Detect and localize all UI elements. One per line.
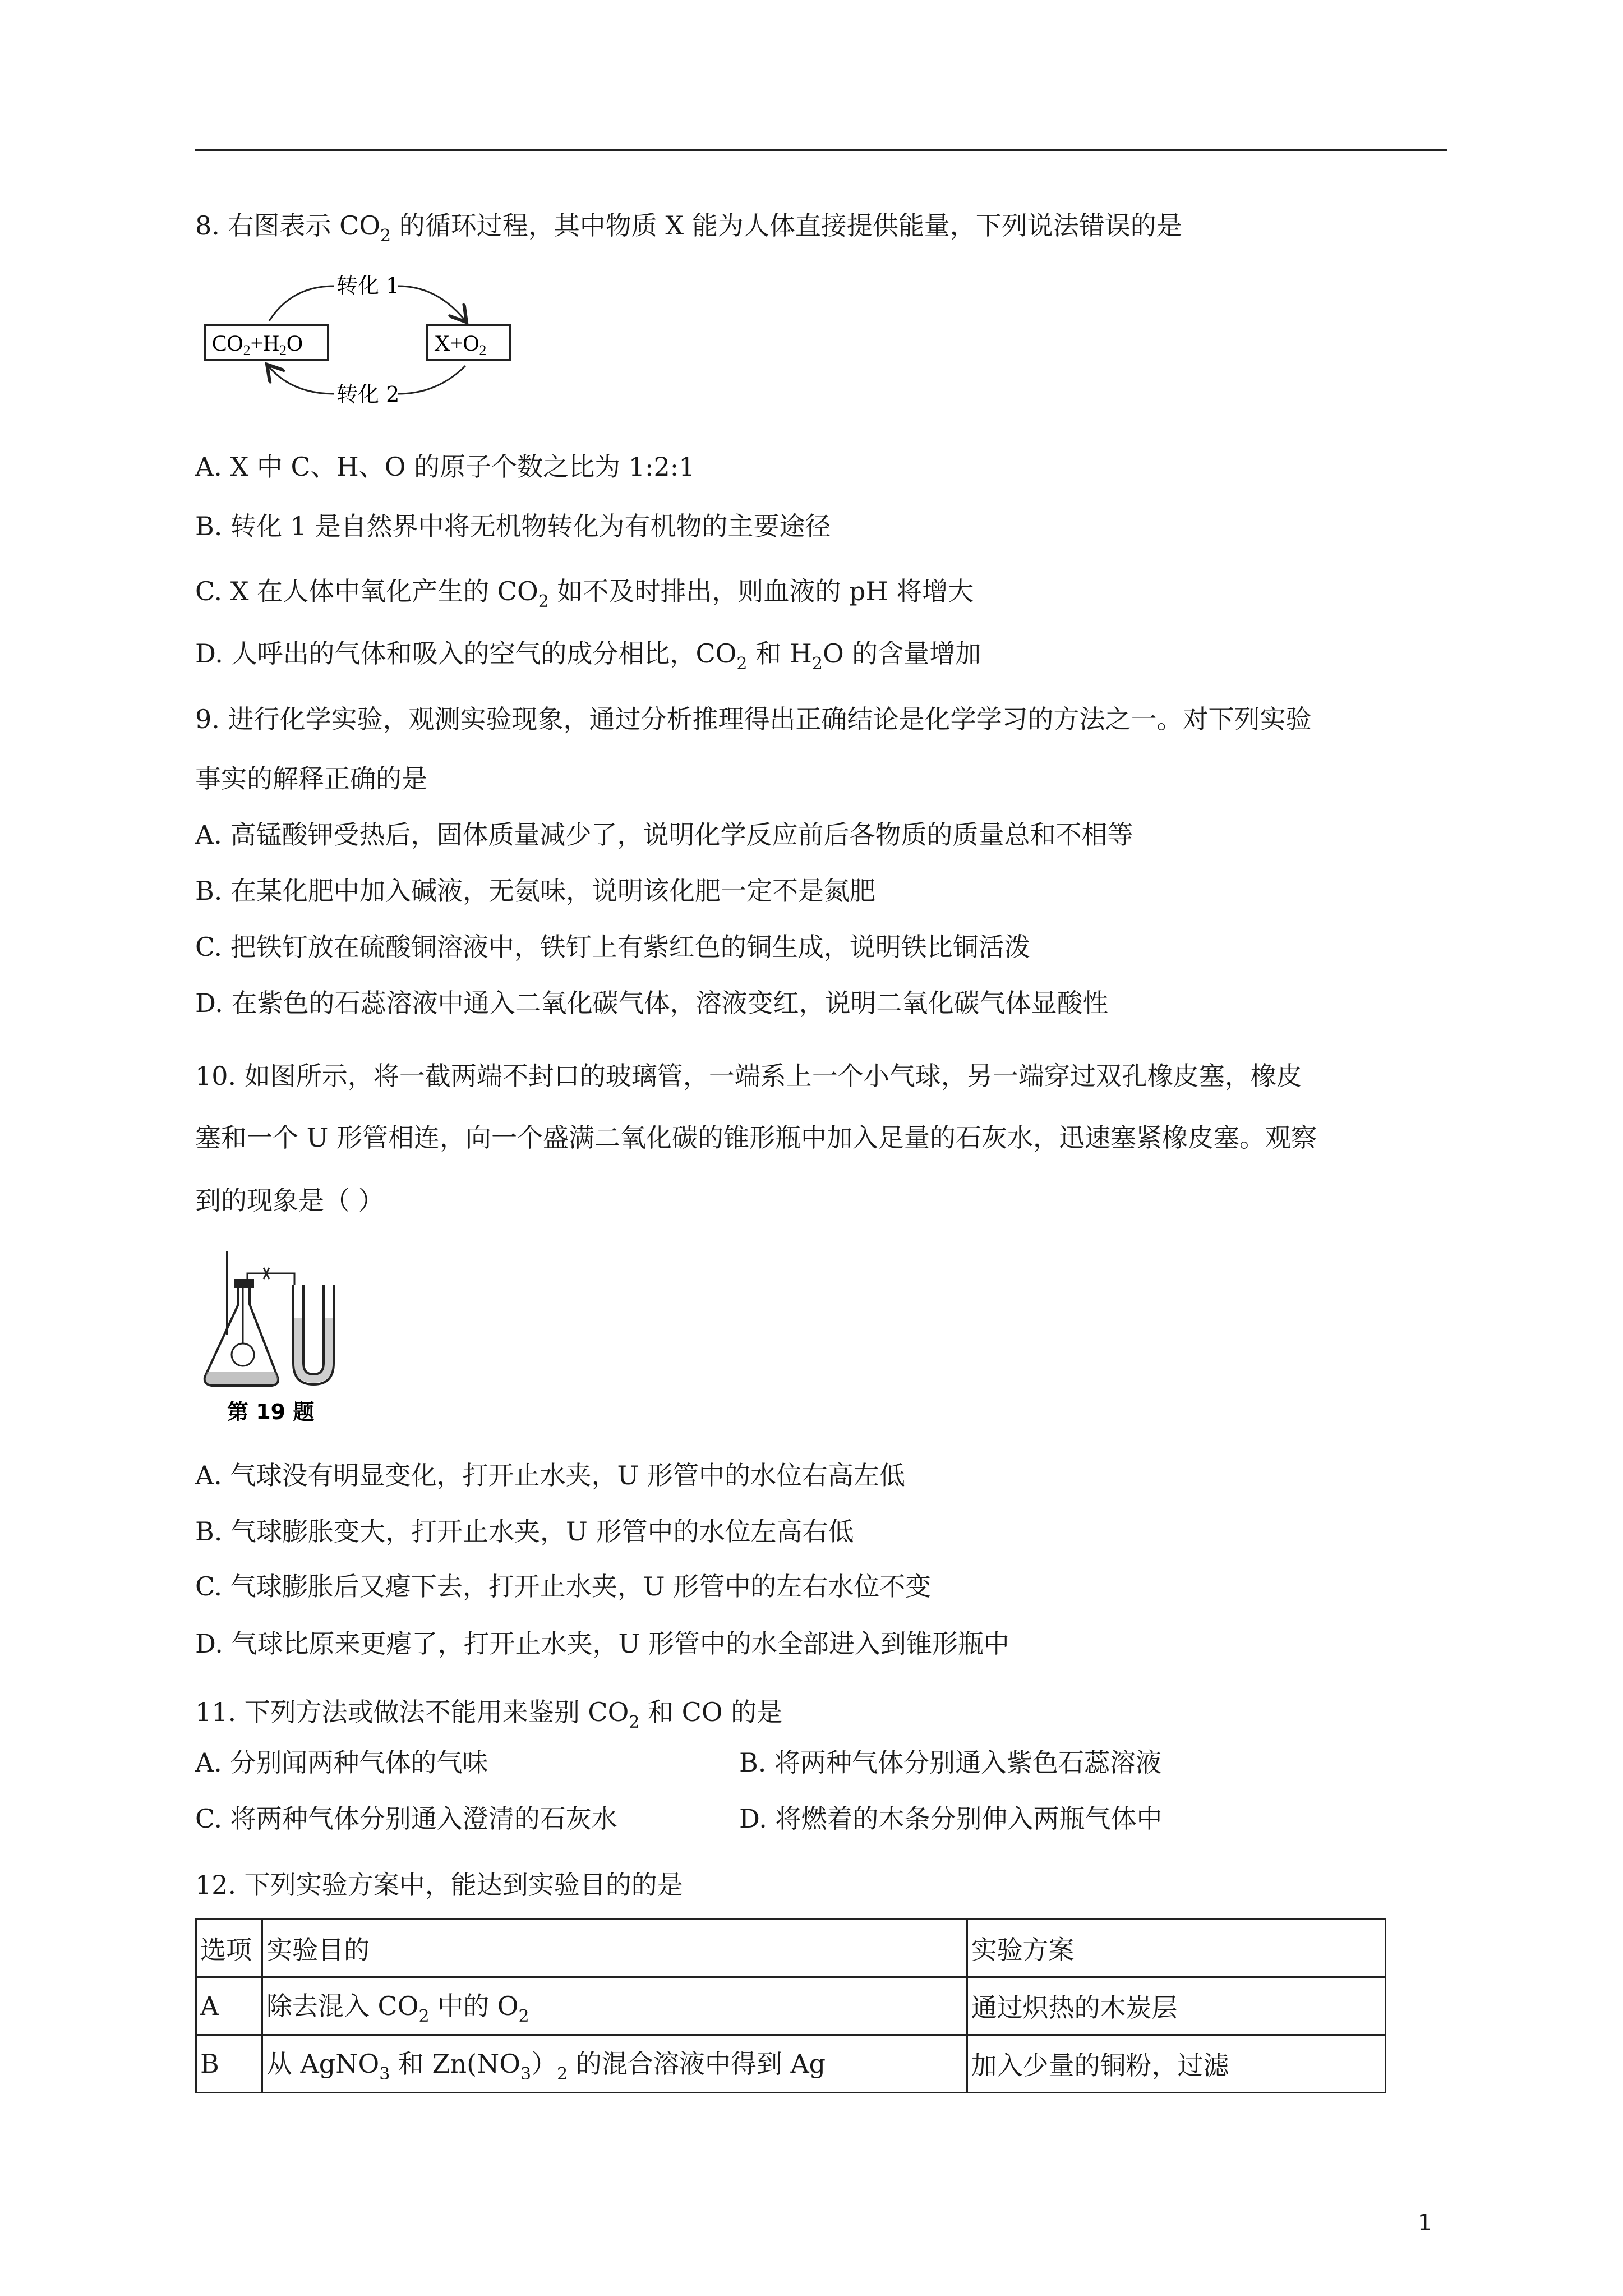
table-row	[196, 1977, 1386, 2035]
table-row	[196, 2035, 1386, 2093]
q10-stem-line3: 到的现象是（ ）	[195, 1185, 384, 1216]
q9-stem-line1: 9. 进行化学实验，观测实验现象，通过分析推理得出正确结论是化学学习的方法之一。对下列实验	[195, 704, 1312, 734]
row-a-plan: 通过炽热的木炭层	[967, 1977, 1385, 2035]
header-rule	[195, 149, 1447, 151]
balloon-icon	[232, 1343, 254, 1366]
svg-text:X+O2: $X+O_2$	[434, 330, 487, 358]
q10-stem-line1: 10. 如图所示，将一截两端不封口的玻璃管，一端系上一个小气球，另一端穿过双孔橡皮塞，橡皮	[195, 1061, 1302, 1091]
q10-option-a: A. 气球没有明显变化，打开止水夹，U 形管中的水位右高左低	[195, 1460, 905, 1490]
q10-stem-line2: 塞和一个 U 形管相连，向一个盛满二氧化碳的锥形瓶中加入足量的石灰水，迅速塞紧橡皮塞。观察	[195, 1122, 1317, 1153]
q8-stem: 8. 右图表示 $CO_2$ 的循环过程，其中物质 X 能为人体直接提供能量，下列说法错误的是	[195, 210, 1182, 246]
q11-option-a: A. 分别闻两种气体的气味	[195, 1747, 488, 1778]
row-b-option: B	[196, 2035, 262, 2093]
page-number: 1	[1418, 2210, 1432, 2236]
q11-stem: 11. 下列方法或做法不能用来鉴别 $CO_2$ 和 CO 的是	[195, 1697, 783, 1732]
cycle-label-top: 转化 1	[336, 273, 400, 298]
header-option: 选项	[196, 1920, 262, 1977]
q10-option-d: D. 气球比原来更瘪了，打开止水夹，U 形管中的水全部进入到锥形瓶中	[195, 1628, 1009, 1659]
erlenmeyer-flask-icon	[205, 1282, 278, 1386]
q10-option-b: B. 气球膨胀变大，打开止水夹，U 形管中的水位左高右低	[195, 1516, 854, 1547]
row-a-option: A	[196, 1977, 262, 2035]
figure-caption: 第 19 题	[227, 1400, 315, 1424]
q12-stem: 12. 下列实验方案中，能达到实验目的的是	[195, 1870, 683, 1900]
header-goal: 实验目的	[262, 1920, 967, 1977]
q8-option-b: B. 转化 1 是自然界中将无机物转化为有机物的主要途径	[195, 511, 831, 541]
q9-option-b: B. 在某化肥中加入碱液，无氨味，说明该化肥一定不是氮肥	[195, 876, 876, 906]
q9-stem-line2: 事实的解释正确的是	[195, 763, 427, 794]
q9-option-d: D. 在紫色的石蕊溶液中通入二氧化碳气体，溶液变红，说明二氧化碳气体显酸性	[195, 988, 1109, 1018]
flask-u-tube-figure	[193, 1251, 384, 1442]
co2-cycle-diagram	[202, 269, 522, 409]
q11-option-c: C. 将两种气体分别通入澄清的石灰水	[195, 1803, 617, 1834]
q11-option-d: D. 将燃着的木条分别伸入两瓶气体中	[739, 1803, 1163, 1834]
row-a-goal: 除去混入 $CO_2$ 中的 $O_2$	[262, 1977, 967, 2035]
q11-option-b: B. 将两种气体分别通入紫色石蕊溶液	[739, 1747, 1162, 1778]
q12-plan-table	[195, 1918, 1386, 2093]
row-b-goal: 从 AgNO$_3$ 和 $Zn(NO_3)_2$ 的混合溶液中得到 Ag	[262, 2035, 967, 2093]
q9-option-a: A. 高锰酸钾受热后，固体质量减少了，说明化学反应前后各物质的质量总和不相等	[195, 820, 1133, 850]
q9-option-c: C. 把铁钉放在硫酸铜溶液中，铁钉上有紫红色的铜生成，说明铁比铜活泼	[195, 932, 1030, 962]
table-header-row	[196, 1920, 1386, 1977]
svg-text:CO2+H2O: $CO_2+H_2O$	[212, 330, 303, 358]
q10-option-c: C. 气球膨胀后又瘪下去，打开止水夹，U 形管中的左右水位不变	[195, 1571, 932, 1602]
row-b-plan: 加入少量的铜粉，过滤	[967, 2035, 1385, 2093]
q8-option-c: C. X 在人体中氧化产生的 $CO_2$ 如不及时排出，则血液的 pH 将增大	[195, 576, 974, 611]
cycle-label-bottom: 转化 2	[336, 382, 400, 407]
figure-stand-rod	[226, 1251, 228, 1335]
header-plan: 实验方案	[967, 1920, 1385, 1977]
q8-option-d: D. 人呼出的气体和吸入的空气的成分相比，$CO_2$ 和 $H_2O$ 的含量增加	[195, 638, 981, 674]
q8-option-a: A. X 中 C、H、O 的原子个数之比为 1:2:1	[195, 452, 695, 482]
